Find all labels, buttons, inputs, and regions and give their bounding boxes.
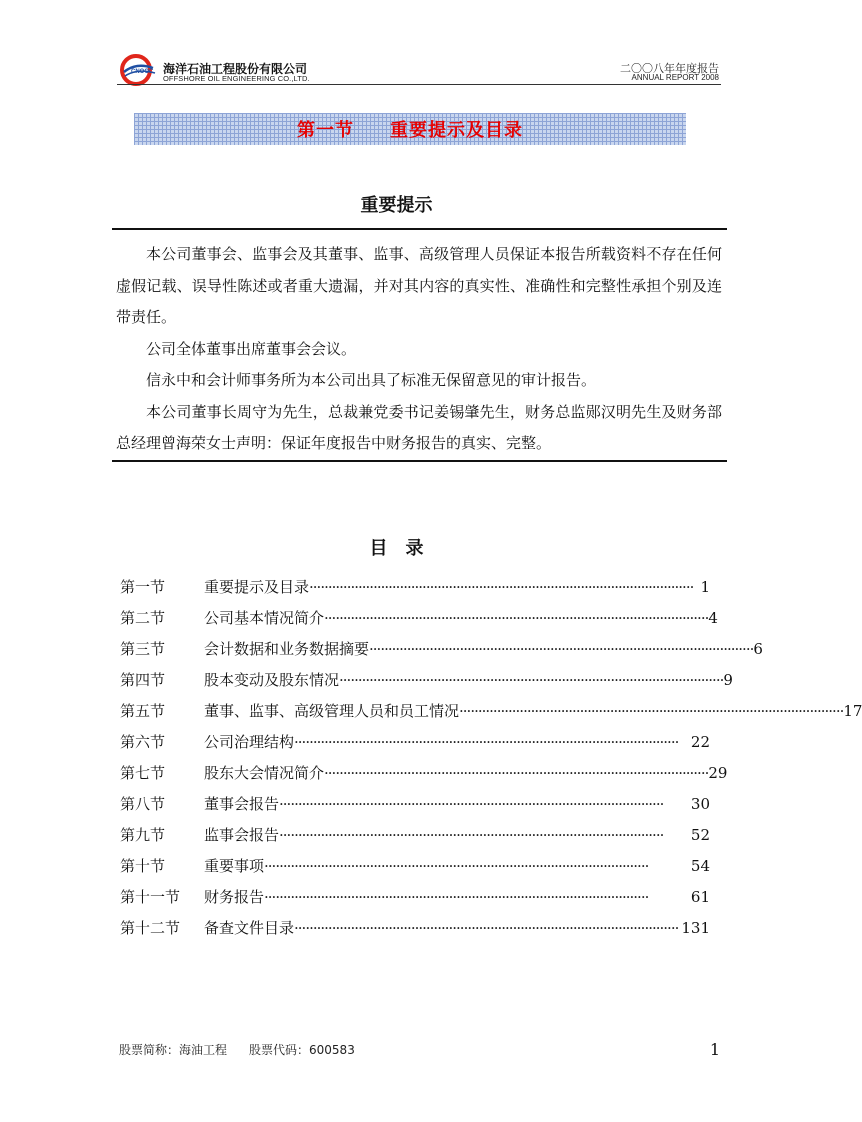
toc-page: 17 xyxy=(843,702,862,720)
toc-page: 6 xyxy=(753,640,763,658)
notice-paragraph: 本公司董事长周守为先生，总裁兼党委书记姜锡肇先生，财务总监郧汉明先生及财务部总经理曾海荣女士声明：保证年度报告中财务报告的真实、完整。 xyxy=(116,402,722,452)
toc-entry[interactable] xyxy=(120,634,763,665)
toc-name: 公司基本情况简介 xyxy=(204,609,325,627)
notice-paragraph: 本公司董事会、监事会及其董事、监事、高级管理人员保证本报告所载资料不存在任何虚假记载、误导性陈述或者重大遗漏，并对其内容的真实性、准确性和完整性承担个别及连带责任。 xyxy=(116,245,722,326)
toc-leader: ······································································································ xyxy=(324,609,709,627)
toc-name: 重要提示及目录 xyxy=(204,578,310,596)
toc-section: 第三节 xyxy=(120,640,166,658)
toc-entry[interactable] xyxy=(120,820,710,851)
notice-paragraph: 公司全体董事出席董事会会议。 xyxy=(146,339,357,358)
toc-page: 131 xyxy=(681,919,710,937)
toc-section: 第十一节 xyxy=(120,888,181,906)
toc-title: 目录 xyxy=(369,538,442,559)
footer-stock-info xyxy=(119,1041,355,1058)
toc-name: 股本变动及股东情况 xyxy=(204,671,340,689)
toc-section: 第四节 xyxy=(120,671,166,689)
report-title-en: ANNUAL REPORT 2008 xyxy=(631,73,719,82)
notice-paragraph: 信永中和会计师事务所为本公司出具了标准无保留意见的审计报告。 xyxy=(146,371,597,389)
toc-leader: ······································································································ xyxy=(309,578,694,596)
section-banner xyxy=(134,113,686,145)
toc-entry[interactable] xyxy=(120,665,733,696)
toc-section: 第八节 xyxy=(120,795,166,813)
notice-top-rule xyxy=(112,228,727,230)
toc-leader: ······································································································ xyxy=(279,795,664,813)
toc-leader: ······································································································ xyxy=(459,702,844,720)
logo-text: CNOOC xyxy=(131,69,154,75)
toc-page: 22 xyxy=(690,733,710,751)
toc-leader: ······································································································ xyxy=(279,826,664,844)
toc-section: 第七节 xyxy=(120,764,166,782)
toc-leader: ······································································································ xyxy=(339,671,724,689)
toc-name: 监事会报告 xyxy=(204,826,280,844)
toc-leader: ······································································································ xyxy=(294,919,679,937)
toc-page: 52 xyxy=(690,826,710,844)
toc-leader: ······································································································ xyxy=(324,764,709,782)
stock-code: 股票代码：600583 xyxy=(249,1043,355,1057)
toc-name: 公司治理结构 xyxy=(204,733,295,751)
toc-section: 第五节 xyxy=(120,702,166,720)
company-name-en: OFFSHORE OIL ENGINEERING CO.,LTD. xyxy=(163,74,310,83)
company-name-cn: 海洋石油工程股份有限公司 xyxy=(163,62,308,76)
toc-entry[interactable] xyxy=(120,851,710,882)
toc-section: 第一节 xyxy=(120,578,166,596)
toc-page: 4 xyxy=(708,609,718,627)
toc-name: 会计数据和业务数据摘要 xyxy=(204,640,370,658)
toc-entry[interactable] xyxy=(120,789,710,820)
table-of-contents xyxy=(120,572,862,944)
notice-bottom-rule xyxy=(112,460,727,462)
toc-leader: ······································································································ xyxy=(264,888,649,906)
toc-page: 9 xyxy=(723,671,733,689)
toc-section: 第九节 xyxy=(120,826,166,844)
notice-title: 重要提示 xyxy=(360,195,433,216)
toc-leader: ······································································································ xyxy=(369,640,754,658)
banner-section: 第一节 xyxy=(297,120,354,141)
toc-name: 重要事项 xyxy=(204,857,265,875)
page-number: 1 xyxy=(709,1040,720,1059)
company-logo xyxy=(119,52,159,88)
toc-entry[interactable] xyxy=(120,603,718,634)
toc-name: 备查文件目录 xyxy=(204,919,295,937)
toc-name: 股东大会情况简介 xyxy=(204,764,325,782)
header-divider xyxy=(117,84,721,85)
toc-entry[interactable] xyxy=(120,913,710,944)
toc-page: 1 xyxy=(700,578,710,596)
toc-entry[interactable] xyxy=(120,882,710,913)
toc-section: 第十二节 xyxy=(120,919,181,937)
stock-abbreviation: 股票简称：海油工程 xyxy=(119,1043,228,1057)
toc-leader: ······································································································ xyxy=(264,857,649,875)
toc-entry[interactable] xyxy=(120,572,710,603)
toc-name: 董事、监事、高级管理人员和员工情况 xyxy=(204,702,460,720)
toc-entry[interactable] xyxy=(120,696,862,727)
toc-page: 30 xyxy=(690,795,710,813)
toc-name: 董事会报告 xyxy=(204,795,280,813)
toc-entry[interactable] xyxy=(120,758,728,789)
toc-page: 29 xyxy=(708,764,728,782)
toc-section: 第十节 xyxy=(120,857,166,875)
report-title-cn: 二〇〇八年年度报告 xyxy=(620,62,719,75)
banner-title: 重要提示及目录 xyxy=(390,120,523,141)
toc-page: 54 xyxy=(690,857,710,875)
notice-body xyxy=(116,239,722,460)
toc-section: 第二节 xyxy=(120,609,166,627)
toc-leader: ······································································································ xyxy=(294,733,679,751)
cnooc-logo-icon xyxy=(119,52,159,88)
toc-entry[interactable] xyxy=(120,727,710,758)
toc-section: 第六节 xyxy=(120,733,166,751)
toc-name: 财务报告 xyxy=(204,888,265,906)
toc-page: 61 xyxy=(690,888,710,906)
